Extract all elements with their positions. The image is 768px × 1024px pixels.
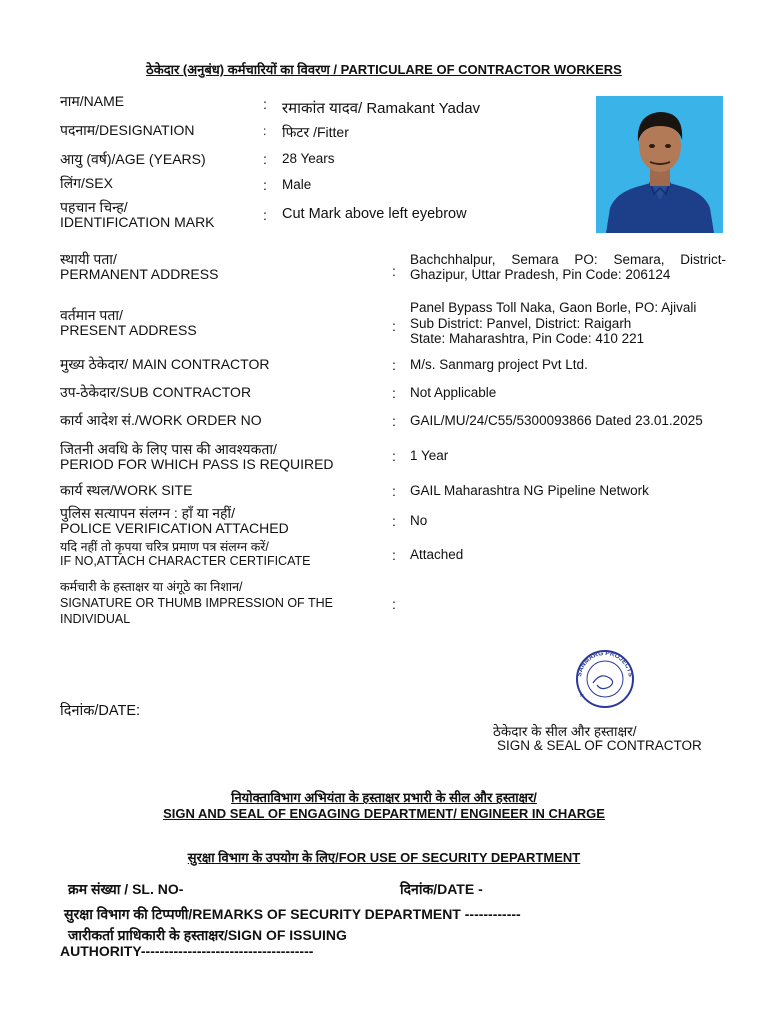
work-order-value: GAIL/MU/24/C55/5300093866 Dated 23.01.2025 — [410, 413, 703, 428]
identification-label: पहचान चिन्ह/ IDENTIFICATION MARK — [60, 199, 215, 230]
svg-text:SANMARG PROJECTS PVT. LTD.: SANMARG PROJECTS — [576, 649, 634, 678]
present-address-label: वर्तमान पता/ PRESENT ADDRESS — [60, 307, 197, 338]
permanent-address-colon: : — [392, 263, 396, 279]
form-title — [0, 60, 768, 78]
period-label: जितनी अवधि के लिए पास की आवश्यकता/ PERIOD FOR WHICH PASS IS REQUIRED — [60, 441, 334, 472]
sub-contractor-label: उप-ठेकेदार/SUB CONTRACTOR — [60, 384, 252, 400]
permanent-address-label: स्थायी पता/ PERMANENT ADDRESS — [60, 251, 219, 282]
form-title-hindi: ठेकेदार (अनुबंध) कर्मचारियों का विवरण — [146, 62, 330, 77]
character-colon: : — [392, 547, 396, 563]
character-label: यदि नहीं तो कृपया चरित्र प्रमाण पत्र संलग्न करें/ IF NO,ATTACH CHARACTER CERTIFICATE — [60, 540, 311, 568]
issuing-authority-label: जारीकर्ता प्राधिकारी के हस्ताक्षर/SIGN OF ISSUING — [68, 927, 347, 943]
svg-text:★: ★ — [579, 693, 585, 699]
character-value: Attached — [410, 547, 464, 562]
work-site-value: GAIL Maharashtra NG Pipeline Network — [410, 483, 649, 498]
designation-colon: : — [263, 124, 267, 138]
work-site-colon: : — [392, 483, 396, 499]
period-value: 1 Year — [410, 448, 449, 463]
sex-label: लिंग/SEX — [60, 175, 113, 191]
present-address-value: Panel Bypass Toll Naka, Gaon Borle, PO: Ajivali Sub District: Panvel, District: Raigarh State: Maharashtra, Pin Code: 410 221 — [410, 300, 697, 346]
name-colon: : — [263, 96, 267, 112]
permanent-address-value: Bachchhalpur, Semara PO: Semara, District-Ghazipur, Uttar Pradesh, Pin Code: 206124 — [410, 252, 726, 282]
police-label: पुलिस सत्यापन संलग्न : हाँ या नहीं/ POLICE VERIFICATION ATTACHED — [60, 505, 289, 536]
age-value: 28 Years — [282, 151, 335, 166]
contractor-sign-hindi: ठेकेदार के सील और हस्ताक्षर/ — [493, 724, 637, 739]
designation-label: पदनाम/DESIGNATION — [60, 122, 195, 138]
engaging-dept-english: SIGN AND SEAL OF ENGAGING DEPARTMENT/ ENGINEER IN CHARGE — [163, 806, 605, 821]
age-label: आयु (वर्ष)/AGE (YEARS) — [60, 151, 206, 167]
person-portrait-icon — [596, 96, 723, 233]
sub-contractor-value: Not Applicable — [410, 385, 497, 400]
date-label: दिनांक/DATE: — [60, 703, 141, 719]
police-colon: : — [392, 513, 396, 529]
sex-value: Male — [282, 177, 312, 192]
sub-contractor-colon: : — [392, 385, 396, 401]
present-address-colon: : — [392, 318, 396, 334]
main-contractor-colon: : — [392, 357, 396, 373]
age-colon: : — [263, 151, 267, 167]
main-contractor-label: मुख्य ठेकेदार/ MAIN CONTRACTOR — [60, 356, 270, 372]
police-value: No — [410, 513, 428, 528]
name-label: नाम/NAME — [60, 93, 125, 109]
engaging-dept-hindi: नियोक्ताविभाग अभियंता के हस्ताक्षर प्रभारी के सील और हस्ताक्षर/ — [231, 790, 537, 805]
worker-photo — [596, 96, 723, 233]
name-value: रमाकांत यादव/ Ramakant Yadav — [282, 100, 481, 117]
serial-number-label: क्रम संख्या / SL. NO- — [68, 881, 184, 897]
work-order-colon: : — [392, 413, 396, 429]
work-order-label: कार्य आदेश सं./WORK ORDER NO — [60, 412, 262, 428]
identification-value: Cut Mark above left eyebrow — [282, 206, 467, 222]
sex-colon: : — [263, 177, 267, 193]
identification-colon: : — [263, 207, 267, 223]
issuing-authority-line: AUTHORITY------------------------------------- — [60, 943, 314, 959]
work-site-label: कार्य स्थल/WORK SITE — [60, 482, 193, 498]
security-date-label: दिनांक/DATE - — [400, 881, 483, 897]
security-dept-heading: सुरक्षा विभाग के उपयोग के लिए/FOR USE OF SECURITY DEPARTMENT — [187, 850, 581, 865]
form-title-english: / PARTICULARE OF CONTRACTOR WORKERS — [329, 62, 622, 77]
signature-label: कर्मचारी के हस्ताक्षर या अंगूठे का निशान/ SIGNATURE OR THUMB IMPRESSION OF THE INDIVIDUAL — [60, 580, 333, 626]
period-colon: : — [392, 448, 396, 464]
seal-stamp-icon — [571, 649, 639, 709]
main-contractor-value: M/s. Sanmarg project Pvt Ltd. — [410, 357, 588, 372]
security-remarks-label: सुरक्षा विभाग की टिप्पणी/REMARKS OF SECURITY DEPARTMENT ------------ — [64, 906, 521, 922]
company-seal — [571, 649, 639, 712]
signature-colon: : — [392, 596, 396, 612]
contractor-sign-english: SIGN & SEAL OF CONTRACTOR — [497, 738, 702, 753]
designation-value: फिटर /Fitter — [282, 124, 349, 140]
